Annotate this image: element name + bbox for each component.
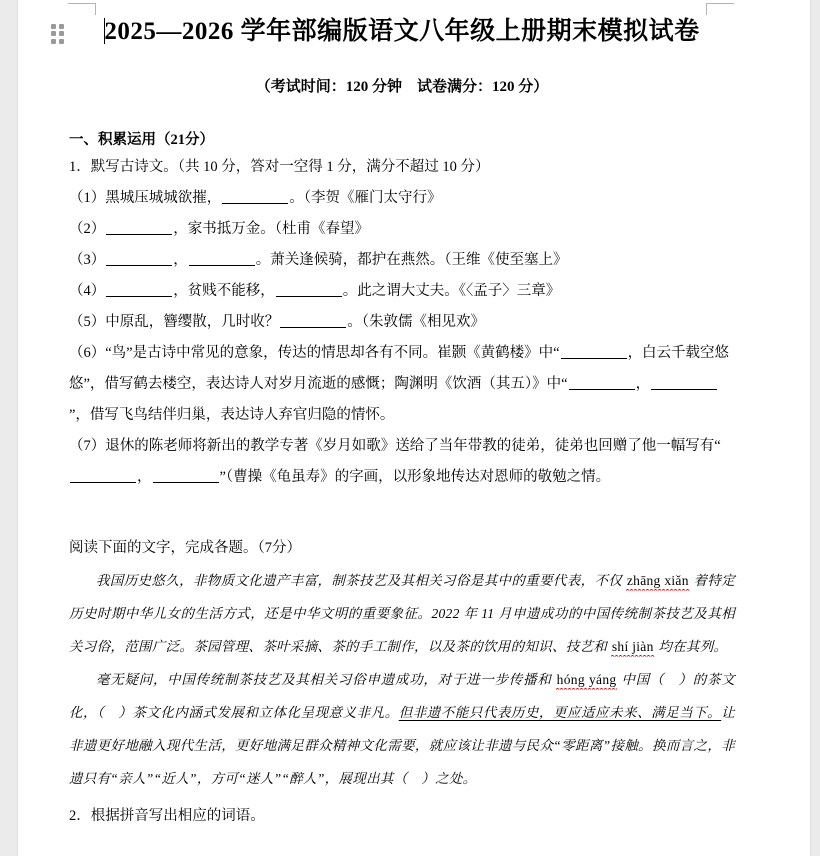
reading-lead-in: 阅读下面的文字，完成各题。（7分） [69, 540, 301, 557]
page-title-text: 2025—2026 学年部编版语文八年级上册期末模拟试卷 [104, 18, 700, 45]
q1-item2-text-b: ，家书抵万金。（杜甫《春望》 [173, 221, 369, 238]
question-1-item-2 [69, 214, 735, 245]
passage-p1-text-c: 均在其列。 [654, 639, 728, 655]
q1-item6-text-c: ， [635, 376, 651, 393]
q1-item4-text-b: ，贫贱不能移， [173, 283, 275, 300]
question-2-stem: 2．根据拼音写出相应的词语。 [69, 808, 265, 825]
document-page[interactable] [18, 0, 810, 856]
answer-blank[interactable] [561, 358, 627, 359]
q1-item2-text-a: （2） [69, 221, 106, 238]
answer-blank[interactable] [106, 296, 172, 297]
drag-handle-icon[interactable] [51, 24, 65, 44]
q1-item5-text-b: 。（朱敦儒《相见欢》 [347, 314, 485, 331]
q1-item4-text-c: 。此之谓大丈夫。《〈孟子〉三章》 [342, 283, 561, 300]
passage-p1-text-a: 我国历史悠久，非物质文化遗产丰富，制茶技艺及其相关习俗是其中的重要代表，不仅 [96, 573, 626, 589]
answer-blank[interactable] [106, 234, 172, 235]
q1-item7-text-a: （7）退休的陈老师将新出的教学专著《岁月如歌》送给了当年带教的徒弟，徒弟也回赠了他一幅写有 [69, 438, 715, 455]
answer-blank[interactable] [222, 203, 288, 204]
passage-underlined-sentence: 但非遗不能只代表历史，更应适应未来、满足当下。 [398, 705, 722, 721]
q1-item7-text-d: ”（曹操《龟虽寿》的字画，以形象地传达对恩师的敬勉之情。 [219, 469, 611, 486]
answer-blank[interactable] [276, 296, 342, 297]
reading-passage [69, 564, 735, 795]
question-1-item-7 [69, 431, 735, 493]
passage-p2-text-a: 毫无疑问，中国传统制茶技艺及其相关习俗申遗成功，对于进一步传播和 [96, 672, 556, 688]
pinyin-hongyang: hóng yáng [556, 672, 617, 688]
answer-blank[interactable] [153, 482, 219, 483]
passage-p2-text-c: 让非遗更好地融入现代生活，更好地满足群众精神文化需要，就应该让非遗与民众“零距离”接触。换而言之，非遗只有“亲人”“近人”，方可“迷人”“醉人”，展现出其（ ）之处。 [69, 705, 736, 787]
q1-item3-text-a: （3） [69, 252, 106, 269]
q1-item5-text-a: （5）中原乱，簪缨散，几时收？ [69, 314, 280, 331]
pinyin-shijian: shí jiàn [611, 639, 654, 655]
answer-blank[interactable] [280, 327, 346, 328]
q1-item6-text-b: ，白云千载空悠悠”，借写鹤去楼空，表达诗人对岁月流逝的感慨；陶渊明《饮酒（其五）》中“ [69, 345, 730, 393]
q1-item1-text-a: （1）黑城压城城欲摧， [69, 190, 222, 207]
question-1-item-3 [69, 245, 735, 276]
answer-blank[interactable] [106, 265, 172, 266]
q1-item3-text-b: ， [173, 252, 188, 269]
question-1-item-1 [69, 183, 735, 214]
q1-item1-text-b: 。（李贺《雁门太守行》 [289, 190, 442, 207]
section-heading: 一、积累运用（21分） [69, 132, 214, 149]
question-1-item-6 [69, 338, 735, 431]
q1-item7-text-b: “ [714, 438, 721, 455]
page-title [69, 16, 735, 47]
passage-paragraph-1 [69, 564, 735, 663]
passage-p1-text-b: 着特定历史时期中华儿女的生活方式，还是中华文明的重要象征。2022 年 11 月申遗成功的中国传统制茶技艺及其相关习俗，范围广泛。茶园管理、茶叶采摘、茶的手工制作，以及茶的饮用的知识、技艺和 [69, 573, 735, 655]
answer-blank[interactable] [651, 389, 717, 390]
passage-p2-text-b: 中国（ ）的茶文化，（ ）茶文化内涵式发展和立体化呈现意义非凡。 [69, 672, 736, 721]
q1-item6-text-a: （6）“鸟”是古诗中常见的意象，传达的情思却各有不同。崔颢《黄鹤楼》中“ [69, 345, 560, 362]
pinyin-zhangxian: zhāng xiǎn [626, 573, 689, 589]
q1-item3-text-c: 。萧关逢候骑，都护在燕然。（王维《使至塞上》 [255, 252, 568, 269]
exam-info: （考试时间：120 分钟 试卷满分：120 分） [255, 79, 549, 96]
answer-blank[interactable] [569, 389, 635, 390]
q1-item7-text-c: ， [137, 469, 152, 486]
q1-item6-text-d: ”，借写飞鸟结伴归巢，表达诗人弃官归隐的情怀。 [69, 407, 395, 424]
answer-blank[interactable] [189, 265, 255, 266]
question-1-stem: 1．默写古诗文。（共 10 分，答对一空得 1 分，满分不超过 10 分） [69, 159, 490, 176]
document-content [69, 0, 735, 832]
passage-paragraph-2 [69, 663, 735, 795]
answer-blank[interactable] [70, 482, 136, 483]
question-1-item-4 [69, 276, 735, 307]
question-1-item-5 [69, 307, 735, 338]
q1-item4-text-a: （4） [69, 283, 106, 300]
